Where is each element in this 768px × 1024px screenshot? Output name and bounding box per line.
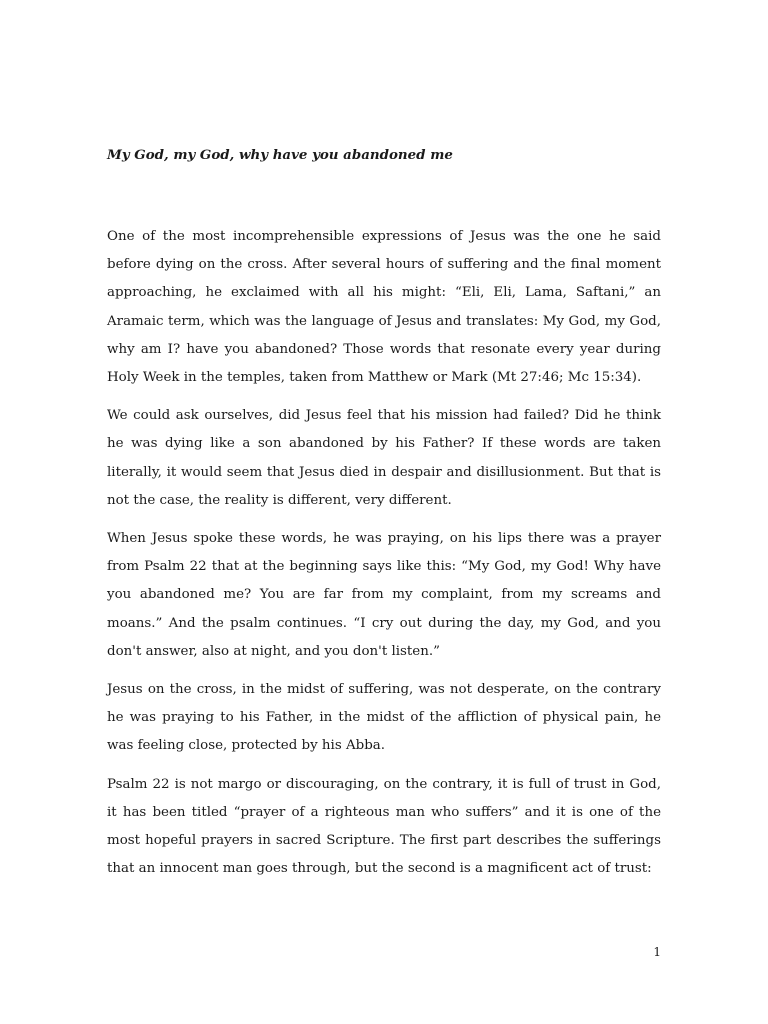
paragraph-2: We could ask ourselves, did Jesus feel that his mission had failed? Did he think he was dying like a son abandoned by his Father? If these words are taken literally, it would seem that Jesus died in despair and disillusionment. But that is not the case, the reality is different, very different.	[107, 408, 661, 508]
paragraph-1: One of the most incomprehensible expressions of Jesus was the one he said before dying on the cross. After several hours of suffering and the final moment approaching, he exclaimed with all his might: “Eli, Eli, Lama, Saftani,” an Aramaic term, which was the language of Jesus and translates: My God, my God, why am I? have you abandoned? Those words that resonate every year during Holy Week in the temples, taken from Matthew or Mark (Mt 27:46; Mc 15:34).	[107, 229, 661, 386]
paragraph-5: Psalm 22 is not margo or discouraging, on the contrary, it is full of trust in God, it has been titled “prayer of a righteous man who suffers” and it is one of the most hopeful prayers in sacred Scripture. The first part describes the sufferings that an innocent man goes through, but the second is a magnificent act of trust:	[107, 776, 661, 877]
document-title: My God, my God, why have you abandoned me	[107, 147, 453, 163]
paragraph-3: When Jesus spoke these words, he was praying, on his lips there was a prayer from Psalm 22 that at the beginning says like this: “My God, my God! Why have you abandoned me? You are far from my complaint, from my screams and moans.” And the psalm continues. “I cry out during the day, my God, and you don't answer, also at night, and you don't listen.”	[107, 531, 661, 659]
paragraph-4: Jesus on the cross, in the midst of suffering, was not desperate, on the contrary he was praying to his Father, in the midst of the affliction of physical pain, he was feeling close, protected by his Abba.	[107, 682, 661, 754]
document-body	[107, 223, 661, 893]
page-number: 1	[653, 945, 661, 959]
